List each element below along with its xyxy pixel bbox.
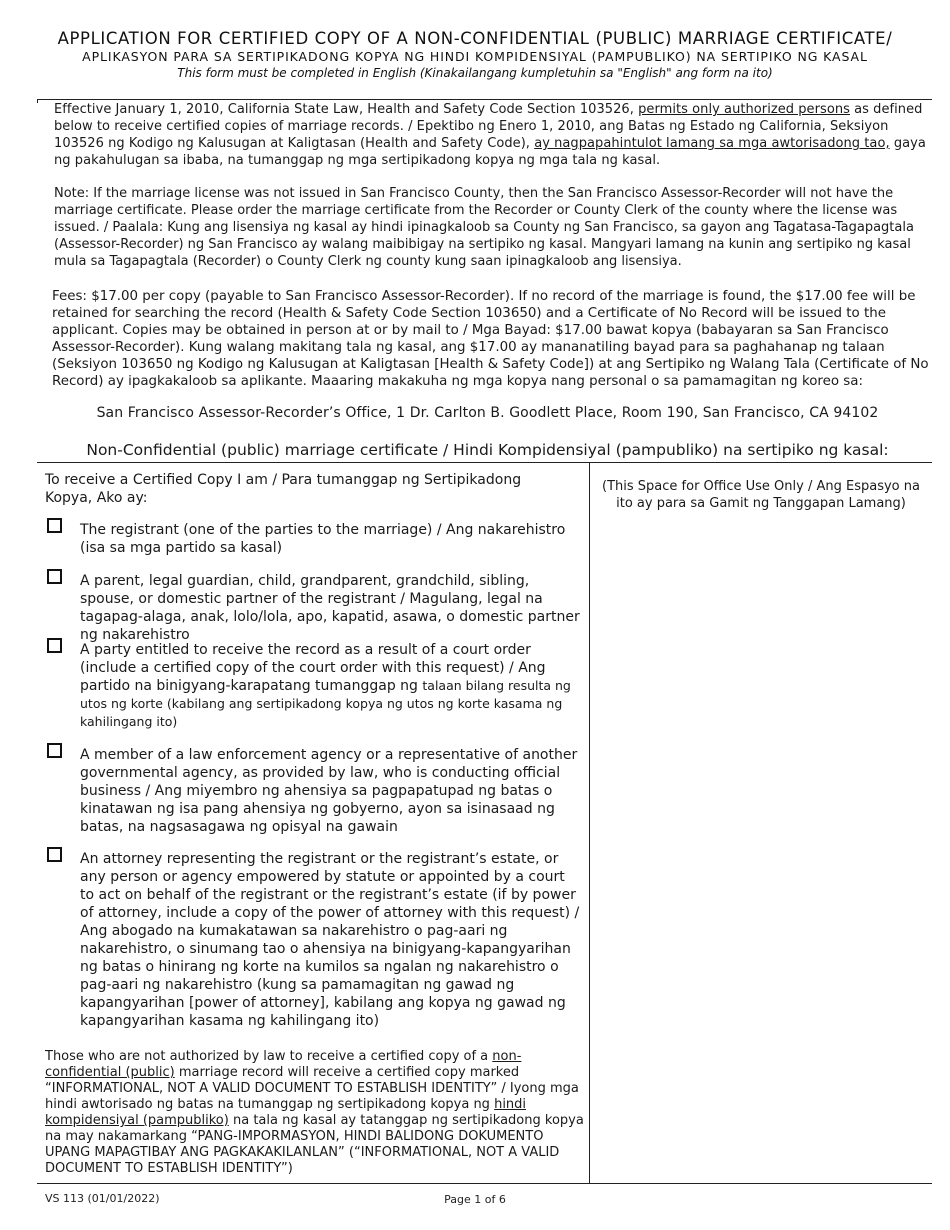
informational-copy-notice <box>45 1049 585 1177</box>
bottom-divider <box>37 1183 932 1184</box>
section-title: Non-Confidential (public) marriage certificate / Hindi Kompidensiyal (pampubliko) na sertipiko ng kasal: <box>86 441 889 459</box>
form-id: VS 113 (01/01/2022) <box>45 1192 160 1205</box>
form-title-tagalog: APLIKASYON PARA SA SERTIPIKADONG KOPYA NG HINDI KOMPIDENSIYAL (PAMPUBLIKO) NA SERTIPIKO NG KASAL <box>82 49 868 64</box>
form-title: APPLICATION FOR CERTIFIED COPY OF A NON-CONFIDENTIAL (PUBLIC) MARRIAGE CERTIFICATE/ <box>57 29 893 48</box>
page-number: Page 1 of 6 <box>444 1193 506 1206</box>
option-attorney-label: An attorney representing the registrant or the registrant’s estate, or any person or agency empowered by statute or appointed by a court to act on behalf of the registrant or the registrant’s estate (if by power of attorney, include a copy of the power of attorney with this request) / Ang abogado na kumakatawan sa nakarehistro o pag-aari ng nakarehistro, o sinumang tao o ahensiya na binigyang-kapangyarihan ng batas o hinirang ng korte na kumilos sa ngalan ng nakarehistro o pag-aari ng nakarehistro (kung sa pamamagitan ng gawad ng kapangyarihan [power of attorney], kabilang ang kopya ng gawad ng kapangyarihan kasama ng kahilingang ito) <box>80 851 580 1029</box>
top-divider <box>37 99 932 100</box>
column-divider <box>589 462 590 1183</box>
checkbox-registrant[interactable] <box>47 518 62 533</box>
form-subtitle: This form must be completed in English (Kinakailangang kumpletuhin sa "English" ang form na ito) <box>177 66 773 80</box>
option-court-order-text-b: talaan bilang resulta ng utos ng korte (kabilang ang sertipikadong kopya ng utos ng korte kasama ng kahilingang ito) <box>80 678 571 729</box>
top-left-tick <box>37 99 38 103</box>
option-court-order-text-a: A party entitled to receive the record as a result of a court order (include a certified copy of the court order with this request) / Ang partido na binigyang-karapatang tumanggap ng <box>80 642 546 694</box>
note-paragraph: Note: If the marriage license was not issued in San Francisco County, then the San Francisco Assessor-Recorder will not have the marriage certificate. Please order the marriage certificate from the Recorder or County Clerk of the county where the license was issued. / Paalala: Kung ang lisensiya ng kasal ay hindi ipinagkaloob sa County ng San Francisco, sa gayon ang Tagatasa-Tagapagtala (Assessor-Recorder) ng San Francisco ay walang maibibigay na sertipiko ng kasal. Mangyari lamang na kunin ang sertipiko ng kasal mula sa Tagapagtala (Recorder) o County Clerk ng county kung saan ipinagkaloob ang lisensiya. <box>54 186 914 269</box>
effective-text-2: as defined below to receive certified copies of marriage records. / Epektibo ng Enero 1, 2010, ang Batas ng Estado ng California, Seksiyon 103526 ng Kodigo ng Kalusugan at Kaligtasan (Health and Safety Code), <box>54 102 923 151</box>
notice-underline-2: hindi kompidensiyal (pampubliko) <box>45 1097 527 1128</box>
notice-text-3: na tala ng kasal ay tatanggap ng sertipikadong kopya na may nakamarkang “PANG-IMPORMASYON, HINDI BALIDONG DOKUMENTO UPANG MAPAGTIBAY ANG PAGKAKAKILANLAN” (“INFORMATIONAL, NOT A VALID DOCUMENT TO ESTABLISH IDENTITY”) <box>45 1113 584 1176</box>
checkbox-family[interactable] <box>47 569 62 584</box>
checkbox-law-enforcement[interactable] <box>47 743 62 758</box>
effective-text-3: gaya ng pakahulugan sa ibaba, na tumanggap ng mga sertipikadong kopya ng mga tala ng kasal. <box>54 136 926 168</box>
option-law-enforcement-label: A member of a law enforcement agency or a representative of another governmental agency, as provided by law, who is conducting official business / Ang miyembro ng ahensiya sa pagpapatupad ng batas o kinatawan ng isa pang ahensiya ng gobyerno, ayon sa isinasaad ng batas, na nagsasagawa ng opisyal na gawain <box>80 747 578 835</box>
notice-underline-1: non-confidential (public) <box>45 1049 522 1080</box>
effective-text-1: Effective January 1, 2010, California State Law, Health and Safety Code Section 103526, <box>54 102 639 117</box>
checkbox-court-order[interactable] <box>47 638 62 653</box>
effective-underline-2: ay nagpapahintulot lamang sa mga awtorisadong tao, <box>534 136 890 151</box>
receive-label: To receive a Certified Copy I am / Para tumanggap ng Sertipikadong Kopya, Ako ay: <box>45 472 522 506</box>
option-family-label: A parent, legal guardian, child, grandparent, grandchild, sibling, spouse, or domestic partner of the registrant / Magulang, legal na tagapag-alaga, anak, lolo/lola, apo, kapatid, asawa, o domestic partner ng nakarehistro <box>80 573 580 643</box>
effective-underline-1: permits only authorized persons <box>638 102 850 117</box>
notice-text-1: Those who are not authorized by law to receive a certified copy of a <box>45 1049 493 1064</box>
fees-paragraph: Fees: $17.00 per copy (payable to San Francisco Assessor-Recorder). If no record of the marriage is found, the $17.00 fee will be retained for searching the record (Health & Safety Code Section 103650) and a Certificate of No Record will be issued to the applicant. Copies may be obtained in person at or by mail to / Mga Bayad: $17.00 bawat kopya (babayaran sa San Francisco Assessor-Recorder). Kung walang makitang tala ng kasal, ang $17.00 ay mananatiling bayad para sa paghahanap ng talaan (Seksiyon 103650 ng Kodigo ng Kalusugan at Kaligtasan [Health & Safety Code]) at ang Sertipiko ng Walang Tala (Certificate of No Record) ay ipagkakaloob sa aplikante. Maaaring makakuha ng mga kopya nang personal o sa pamamagitan ng koreo sa: <box>52 289 929 389</box>
checkbox-attorney[interactable] <box>47 847 62 862</box>
section-divider <box>37 462 932 463</box>
option-registrant-label: The registrant (one of the parties to the marriage) / Ang nakarehistro (isa sa mga partido sa kasal) <box>80 522 566 556</box>
office-use-label: (This Space for Office Use Only / Ang Espasyo na ito ay para sa Gamit ng Tanggapan Lamang) <box>602 479 920 511</box>
office-address: San Francisco Assessor-Recorder’s Office, 1 Dr. Carlton B. Goodlett Place, Room 190, San Francisco, CA 94102 <box>96 405 879 421</box>
notice-text-2: marriage record will receive a certified copy marked “INFORMATIONAL, NOT A VALID DOCUMENT TO ESTABLISH IDENTITY” / Iyong mga hindi awtorisado ng batas na tumanggap ng sertipikadong kopya ng <box>45 1065 579 1112</box>
option-court-order-label <box>80 641 580 731</box>
effective-paragraph <box>54 101 929 169</box>
